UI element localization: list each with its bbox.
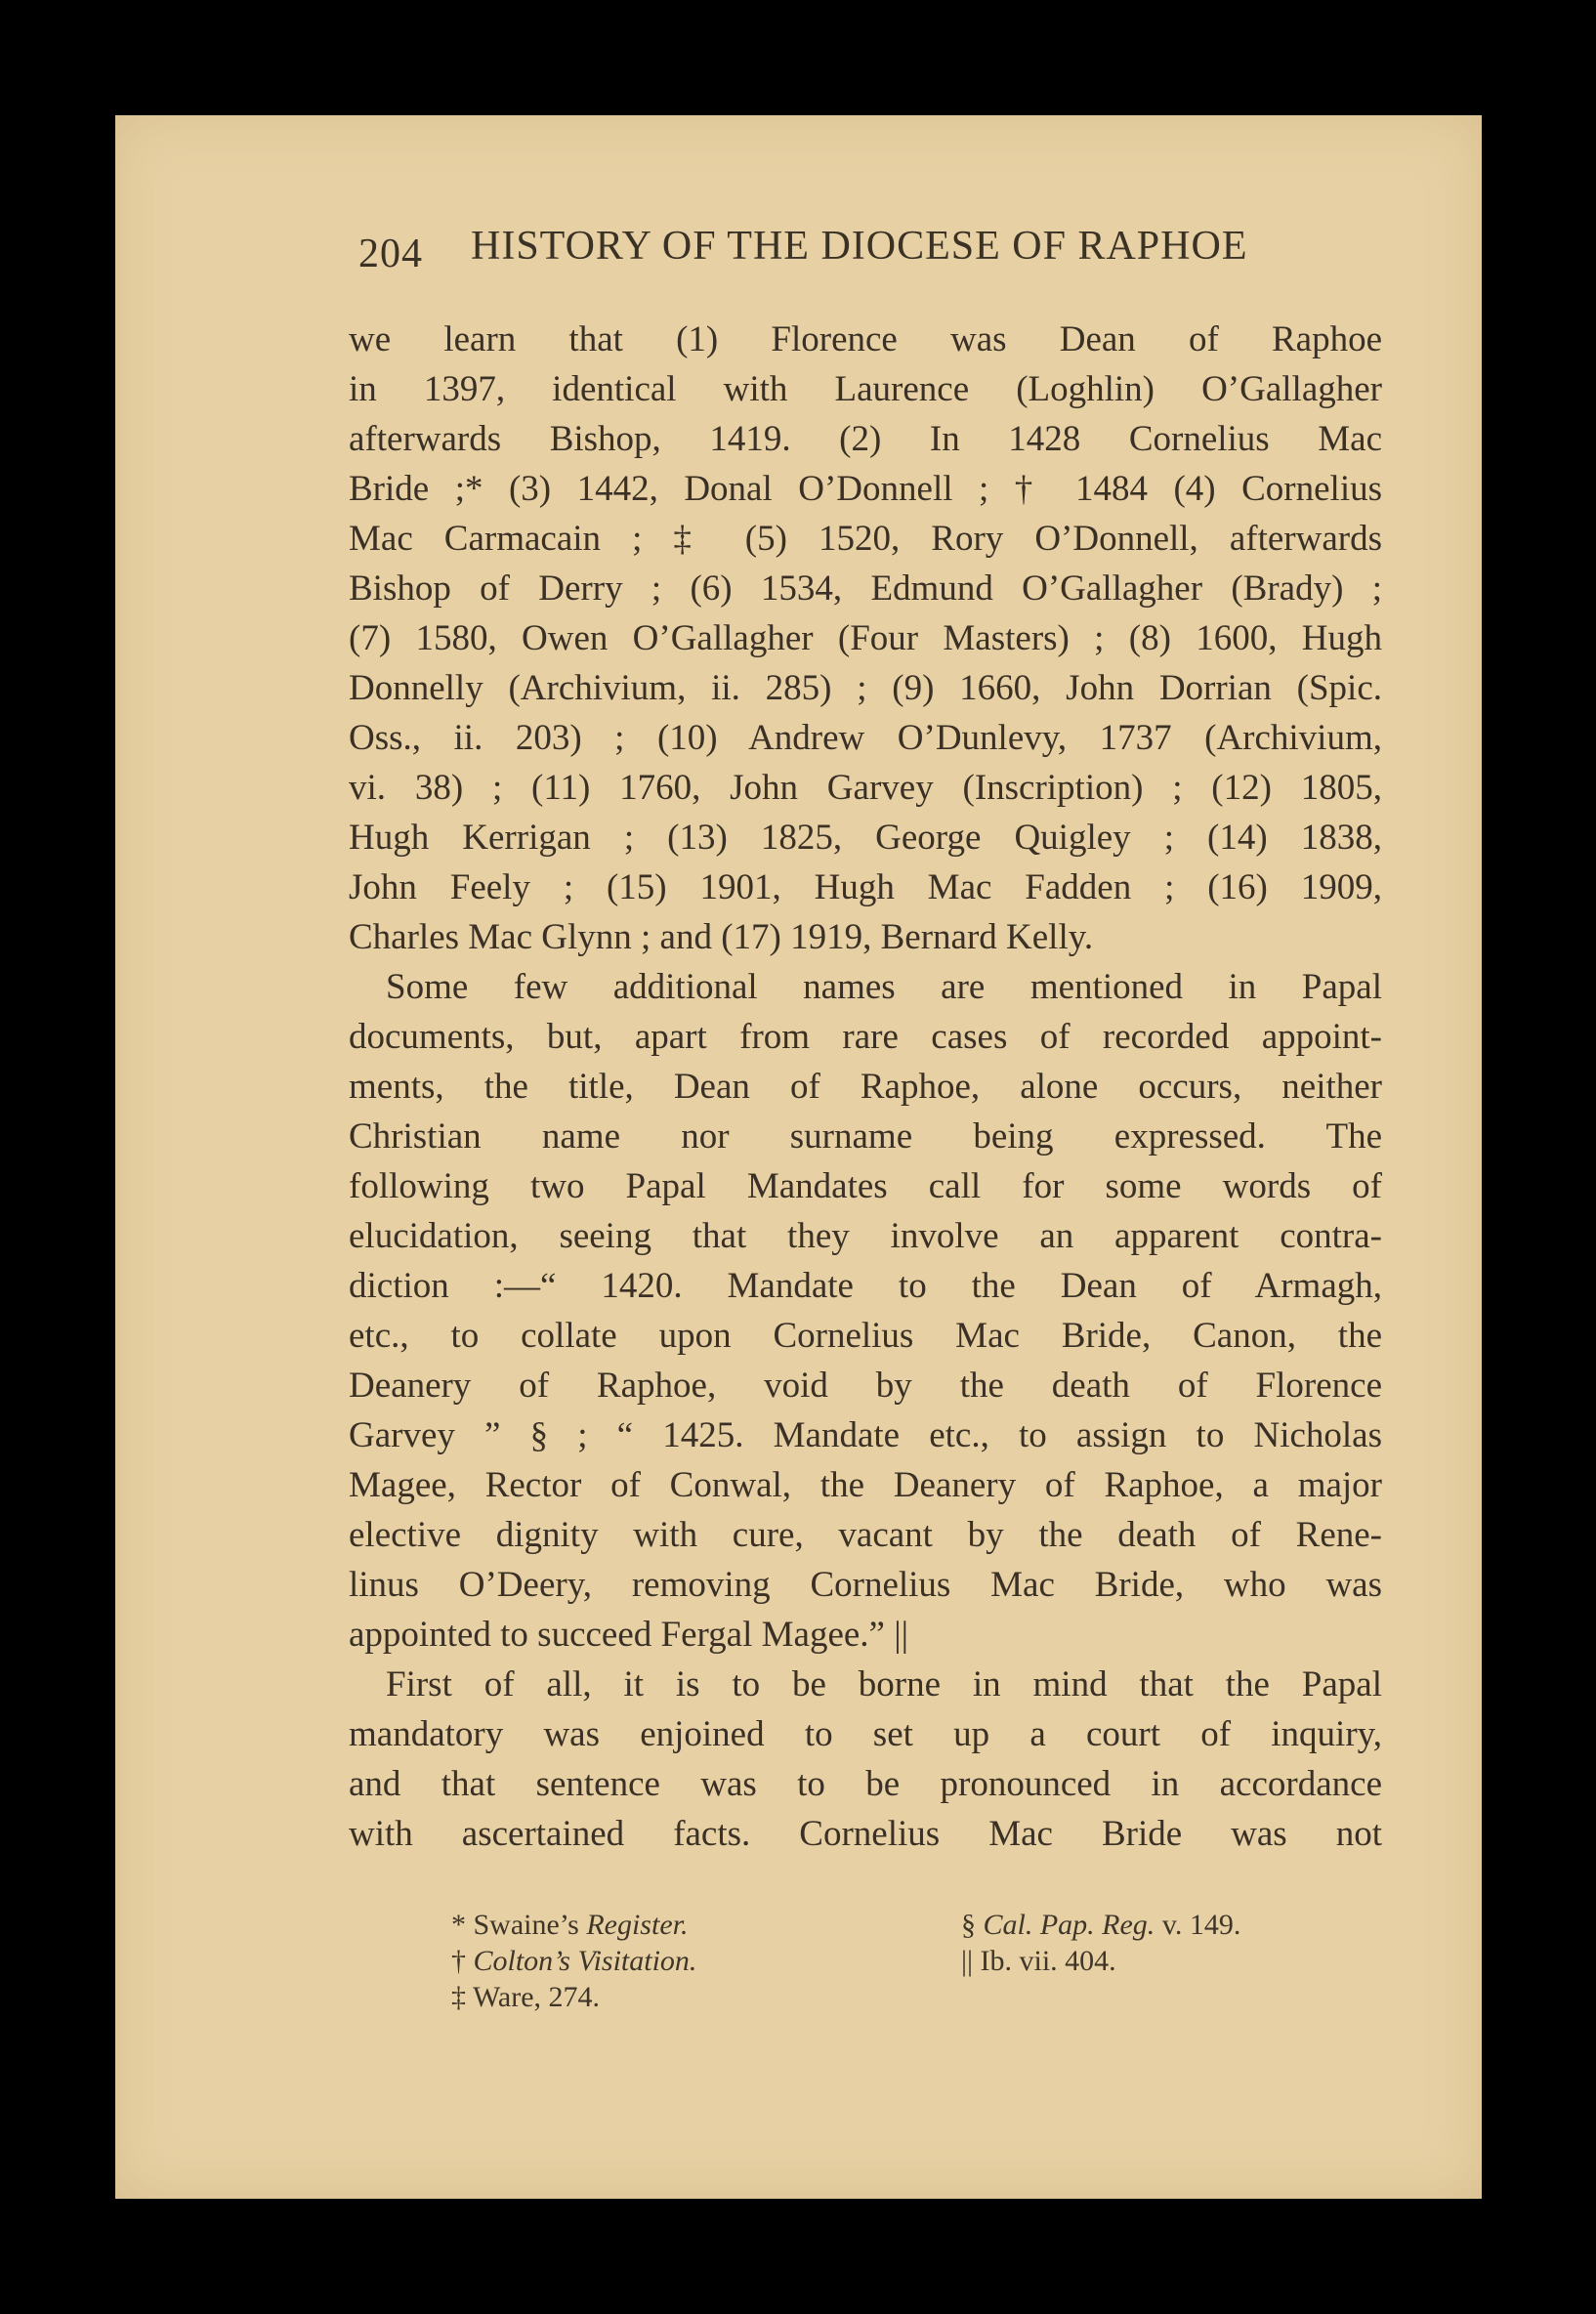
body-line: mandatory was enjoined to set up a court of inquiry, <box>349 1714 1382 1754</box>
footnote <box>451 1943 696 1979</box>
body-line: John Feely ; (15) 1901, Hugh Mac Fadden ; (16) 1909, <box>349 867 1382 907</box>
body-line: etc., to collate upon Cornelius Mac Bride, Canon, the <box>349 1316 1382 1356</box>
body-line: documents, but, apart from rare cases of recorded appoint- <box>349 1017 1382 1057</box>
body-line: Christian name nor surname being expressed. The <box>349 1116 1382 1157</box>
body-line: diction :—“ 1420. Mandate to the Dean of Armagh, <box>349 1266 1382 1306</box>
body-line: elective dignity with cure, vacant by the death of Rene- <box>349 1515 1382 1555</box>
body-line: with ascertained facts. Cornelius Mac Bride was not <box>349 1814 1382 1854</box>
body-line: we learn that (1) Florence was Dean of Raphoe <box>349 319 1382 359</box>
body-line: following two Papal Mandates call for some words of <box>349 1166 1382 1206</box>
footnote <box>961 1943 1240 1979</box>
paragraph-start-line: Some few additional names are mentioned in Papal <box>386 967 1382 1007</box>
footnotes-left <box>451 1907 696 2015</box>
body-line: Charles Mac Glynn ; and (17) 1919, Bernard Kelly. <box>349 917 1094 957</box>
running-head <box>358 223 1345 281</box>
page-number: 204 <box>358 231 423 276</box>
footnote <box>451 1907 696 1943</box>
body-line: vi. 38) ; (11) 1760, John Garvey (Inscription) ; (12) 1805, <box>349 768 1382 808</box>
body-line: linus O’Deery, removing Cornelius Mac Bride, who was <box>349 1565 1382 1605</box>
footnote-italic: Register. <box>586 1909 689 1941</box>
body-text <box>349 315 1382 1859</box>
body-line: Hugh Kerrigan ; (13) 1825, George Quigley ; (14) 1838, <box>349 818 1382 858</box>
paragraph-start-line: First of all, it is to be borne in mind that the Papal <box>386 1664 1382 1704</box>
footnote-italic: Cal. Pap. Reg. <box>983 1909 1155 1941</box>
body-line: Donnelly (Archivium, ii. 285) ; (9) 1660, John Dorrian (Spic. <box>349 668 1382 708</box>
footnotes-right <box>961 1907 1240 1979</box>
running-title: HISTORY OF THE DIOCESE OF RAPHOE <box>471 224 1248 269</box>
body-line: Bride ;* (3) 1442, Donal O’Donnell ; † 1484 (4) Cornelius <box>349 469 1382 509</box>
footnote-italic: Colton’s Visitation. <box>473 1945 697 1977</box>
body-line: (7) 1580, Owen O’Gallagher (Four Masters) ; (8) 1600, Hugh <box>349 618 1382 658</box>
footnote <box>451 1979 696 2015</box>
body-line: appointed to succeed Fergal Magee.” || <box>349 1615 909 1655</box>
body-line: Bishop of Derry ; (6) 1534, Edmund O’Gallagher (Brady) ; <box>349 568 1382 609</box>
body-line: Deanery of Raphoe, void by the death of Florence <box>349 1366 1382 1406</box>
footnote-mark: ‡ <box>451 1981 466 2013</box>
body-line: Garvey ” § ; “ 1425. Mandate etc., to assign to Nicholas <box>349 1415 1382 1455</box>
body-line: and that sentence was to be pronounced in accordance <box>349 1764 1382 1804</box>
footnote <box>961 1907 1240 1943</box>
footnote-mark: * <box>451 1909 466 1941</box>
body-line: Mac Carmacain ; ‡ (5) 1520, Rory O’Donnell, afterwards <box>349 519 1382 559</box>
footnote-text: Swaine’s <box>473 1909 587 1941</box>
footnote-mark: § <box>961 1909 976 1941</box>
body-line: elucidation, seeing that they involve an apparent contra- <box>349 1216 1382 1256</box>
body-line: Magee, Rector of Conwal, the Deanery of Raphoe, a major <box>349 1465 1382 1505</box>
body-line: Oss., ii. 203) ; (10) Andrew O’Dunlevy, 1737 (Archivium, <box>349 718 1382 758</box>
footnote-text: Ware, 274. <box>472 1981 601 2013</box>
footnote-mark: || <box>961 1945 974 1977</box>
footnote-text: Ib. vii. 404. <box>980 1945 1116 1977</box>
footnote-mark: † <box>451 1945 466 1977</box>
body-line: afterwards Bishop, 1419. (2) In 1428 Cornelius Mac <box>349 419 1382 459</box>
body-line: ments, the title, Dean of Raphoe, alone occurs, neither <box>349 1067 1382 1107</box>
footnote-text: v. 149. <box>1155 1909 1241 1941</box>
body-line: in 1397, identical with Laurence (Loghlin) O’Gallagher <box>349 369 1382 409</box>
